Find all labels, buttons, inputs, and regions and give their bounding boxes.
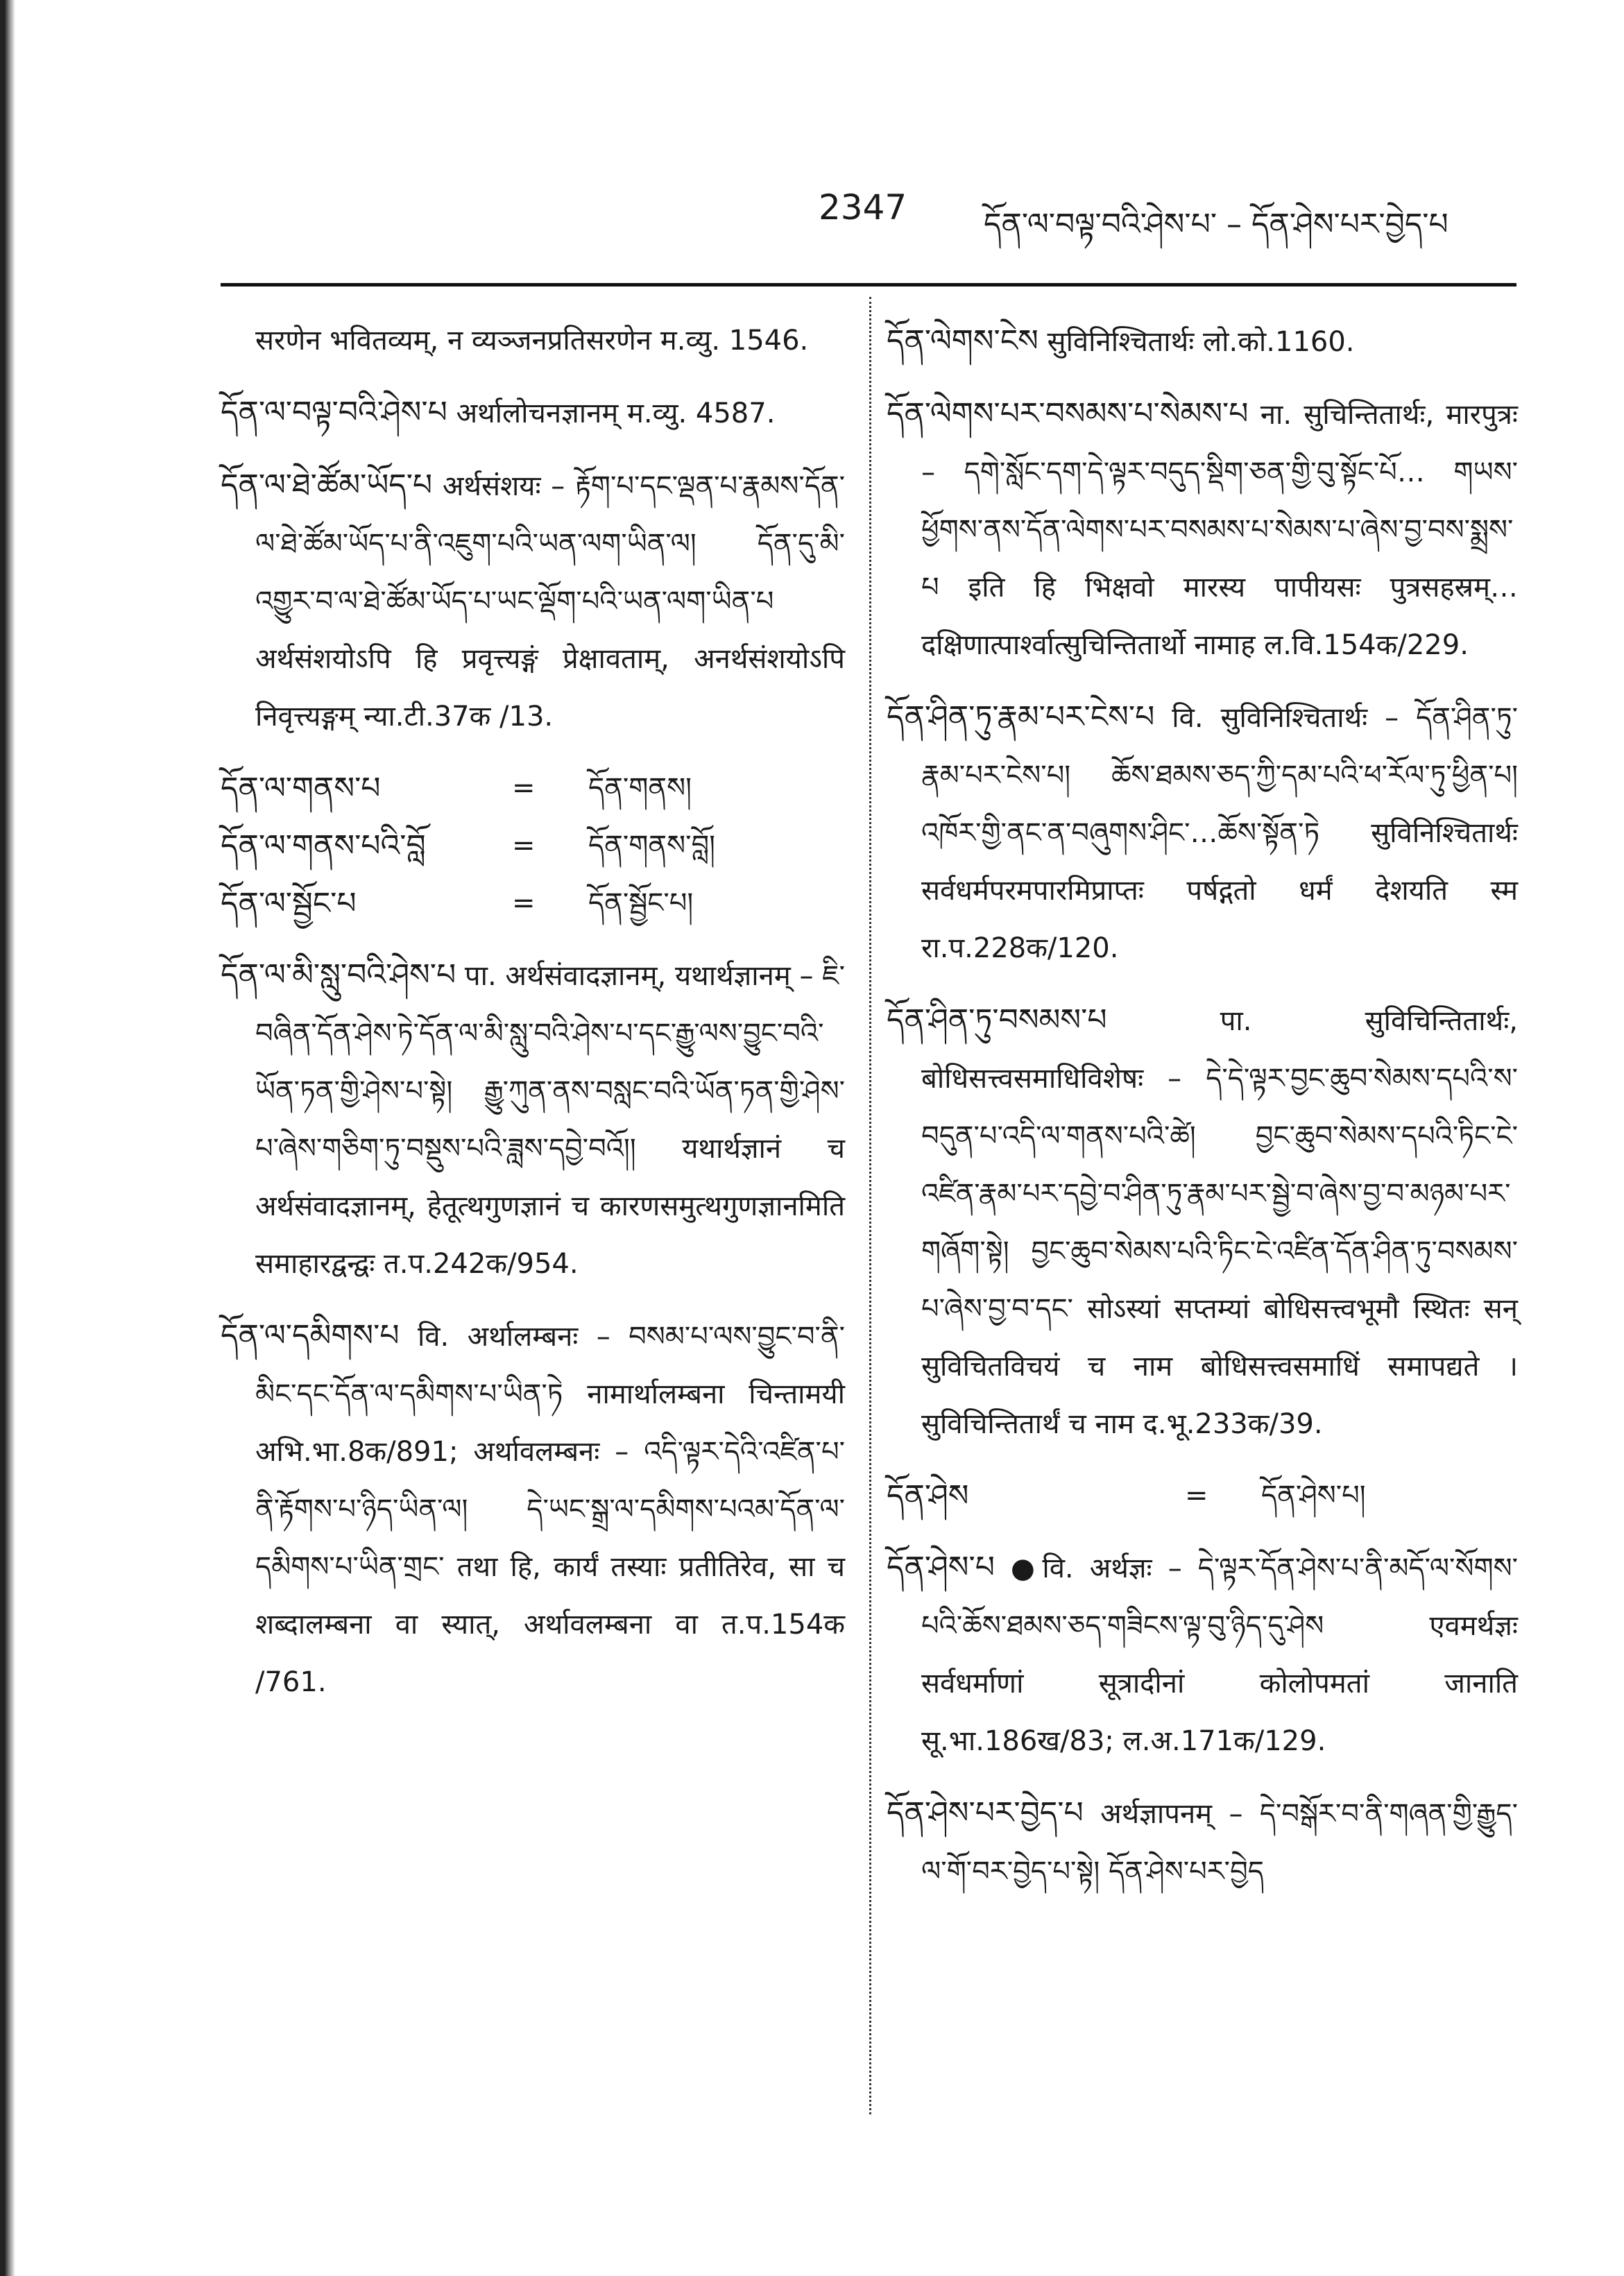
cross-reference	[221, 760, 845, 817]
entry-headword: དོན་ཤིན་ཏུ་རྣམ་པར་ངེས་པ	[887, 699, 1155, 735]
xref-target: དོན་སྦྱོང་པ།	[588, 887, 694, 919]
entry-headword: དོན་ལེགས་ངེས	[887, 323, 1038, 359]
entry-text: अर्थालोचनज्ञानम् म.व्यु. 4587.	[456, 397, 776, 429]
dictionary-entry	[887, 1784, 1518, 1901]
xref-target: དོན་གནས།	[588, 772, 692, 804]
entry-headword: དོན་ལ་ཐེ་ཚོམ་ཡོད་པ	[221, 468, 433, 503]
xref-equals: =	[1185, 1480, 1208, 1512]
dictionary-entry	[887, 312, 1518, 371]
book-binding-edge	[0, 0, 15, 2276]
dictionary-entry	[221, 456, 845, 746]
cross-reference	[221, 817, 845, 875]
entry-text: अर्थज्ञापनम् – དེ་བསྒོར་བ་ནི་གཞན་གྱི་རྒྱུད་ལ་གོ་བར་བྱེད་པ་སྟེ། དོན་ཤེས་པར་བྱེད	[921, 1798, 1518, 1888]
dictionary-entry	[887, 991, 1518, 1453]
cross-reference	[887, 1467, 1518, 1525]
column-divider	[869, 297, 871, 2114]
xref-headword: དོན་ལ་གནས་པ	[221, 771, 381, 806]
dictionary-entry	[887, 1539, 1518, 1770]
xref-target: དོན་གནས་བློ།	[588, 830, 715, 862]
entry-headword: དོན་ལ་དམིགས་པ	[221, 1318, 400, 1353]
dictionary-entry	[221, 946, 845, 1293]
entry-headword: དོན་ཤེས་པར་བྱེད་པ	[887, 1795, 1084, 1831]
entry-headword: དོན་ལེགས་པར་བསམས་པ་སེམས་པ	[887, 396, 1249, 431]
dictionary-entry	[887, 688, 1518, 977]
entry-text: पा. सुविचिन्तितार्थः, बोधिसत्त्वसमाधिविशेषः – དེ་དེ་ལྟར་བྱང་ཆུབ་སེམས་དཔའི་ས་བདུན་པ་འདི་ལ་གནས་པའི་ཚེ། བྱང་ཆུབ་སེམས་དཔའི་ཏིང་ངེ་འཛིན་རྣམ་པར་དབྱེ་བ་ཤིན་ཏུ་རྣམ་པར་སྦྱེ་བ་ཞེས་བྱ་བ་མཉམ་པར་གཞོག་སྟེ། བྱང་ཆུབ་སེམས་པའི་ཏིང་ངེ་འཛིན་དོན་ཤིན་ཏུ་བསམས་པ་ཞེས་བྱ་བ་དང་ सोऽस्यां सप्तम्यां बोधिसत्त्वभूमौ स्थितः सन् सुविचितविचयं च नाम बोधिसत्त्वसमाधिं समापद्यते । सुविचिन्तितार्थं च नाम द.भू.233क/39.	[921, 1005, 1518, 1440]
xref-target: དོན་ཤེས་པ།	[1261, 1480, 1366, 1512]
right-column	[887, 312, 1518, 1915]
dictionary-entry	[221, 384, 845, 443]
continuation-text: सरणेन भवितव्यम्, न व्यञ्जनप्रतिसरणेन म.व्यु. 1546.	[255, 325, 809, 357]
page-number: 2347	[819, 187, 907, 228]
xref-equals: =	[512, 887, 536, 919]
running-head: དོན་ལ་བལྟ་བའི་ཤེས་པ་ – དོན་ཤེས་པར་བྱེད་པ	[984, 207, 1448, 242]
xref-headword: དོན་ཤེས	[887, 1478, 969, 1514]
dictionary-entry	[221, 1307, 845, 1711]
page-header	[819, 187, 1512, 243]
entry-headword: དོན་ཤིན་ཏུ་བསམས་པ	[887, 1002, 1107, 1038]
dictionary-entry	[887, 385, 1518, 674]
xref-equals: =	[512, 772, 536, 804]
entry-headword: དོན་ཤེས་པ	[887, 1550, 995, 1585]
entry-text: ●वि. अर्थज्ञः – དེ་ལྟར་དོན་ཤེས་པ་ནི་མདོ་ལ་སོགས་པའི་ཆོས་ཐམས་ཅད་གཟིངས་ལྟ་བུ་ཉིད་དུ་ཤེས एवमर्थज्ञः सर्वधर्माणां सूत्रादीनां कोलोपमतां जानाति सू.भा.186ख/83; ल.अ.171क/129.	[921, 1552, 1518, 1757]
entry-text: सुविनिश्चितार्थः लो.को.1160.	[1047, 326, 1355, 358]
xref-headword: དོན་ལ་སྦྱོང་པ	[221, 886, 357, 921]
left-column	[221, 312, 845, 1725]
entry-text: वि. अर्थालम्बनः – བསམ་པ་ལས་བྱུང་བ་ནི་མིང་དང་དོན་ལ་དམིགས་པ་ཡིན་ཏེ नामार्थालम्बना चिन्तामयी अभि.भा.8क/891; अर्थावलम्बनः – འདི་ལྟར་དེའི་འཛིན་པ་ནི་རྟོགས་པ་ཉིད་ཡིན་ལ། དེ་ཡང་སྒྲ་ལ་དམིགས་པའམ་དོན་ལ་དམིགས་པ་ཡིན་གྲང་ तथा हि, कार्यं तस्याः प्रतीतिरेव, सा च शब्दालम्बना वा स्यात्, अर्थावलम्बना वा त.प.154क /761.	[255, 1321, 845, 1698]
entry-headword: དོན་ལ་བལྟ་བའི་ཤེས་པ	[221, 395, 447, 430]
xref-headword: དོན་ལ་གནས་པའི་བློ	[221, 828, 426, 864]
cross-reference	[221, 875, 845, 932]
entry-text: वि. सुविनिश्चितार्थः – དོན་ཤིན་ཏུ་རྣམ་པར་ངེས་པ། ཆོས་ཐམས་ཅད་ཀྱི་དམ་པའི་ཕ་རོལ་ཏུ་ཕྱིན་པ། འཁོར་གྱི་ནང་ན་བཞུགས་ཤིང་…ཆོས་སྟོན་ཏེ सुविनिश्चितार्थः सर्वधर्मपरमपारमिप्राप्तः पर्षद्गतो धर्मं देशयति स्म रा.प.228क/120.	[921, 702, 1519, 964]
entry-headword: དོན་ལ་མི་སླུ་བའི་ཤེས་པ	[221, 957, 456, 993]
entry-text: अर्थसंशयः – རྟོག་པ་དང་ལྡན་པ་རྣམས་དོན་ལ་ཐེ་ཚོམ་ཡོད་པ་ནི་འཇུག་པའི་ཡན་ལག་ཡིན་ལ། དོན་དུ་མི་འགྱུར་བ་ལ་ཐེ་ཚོམ་ཡོད་པ་ཡང་ལྡོག་པའི་ཡན་ལག་ཡིན་པ अर्थसंशयोऽपि हि प्रवृत्त्यङ्गं प्रेक्षावताम्, अनर्थसंशयोऽपि निवृत्त्यङ्गम् न्या.टी.37क /13.	[255, 470, 845, 733]
xref-equals: =	[512, 830, 536, 862]
header-rule	[221, 283, 1516, 286]
entry-text: पा. अर्थसंवादज्ञानम्, यथार्थज्ञानम् – ཇི་བཞིན་དོན་ཤེས་ཏེ་དོན་ལ་མི་སླུ་བའི་ཤེས་པ་དང་རྒྱུ་ལས་བྱུང་བའི་ཡོན་ཏན་གྱི་ཤེས་པ་སྟེ། རྒྱུ་ཀུན་ནས་བསླང་བའི་ཡོན་ཏན་གྱི་ཤེས་པ་ཞེས་གཅིག་ཏུ་བསྡུས་པའི་ཟླས་དབྱེ་བའོ།། यथार्थज्ञानं च अर्थसंवादज्ञानम्, हेतूत्थगुणज्ञानं च कारणसमुत्थगुणज्ञानमिति समाहारद्वन्द्वः त.प.242क/954.	[255, 960, 846, 1280]
entry-text: ना. सुचिन्तितार्थः, मारपुत्रः – དགེ་སློང་དག་དེ་ལྟར་བདུད་སྡིག་ཅན་གྱི་བུ་སྟོང་པོ… གཡས་ཕྱོགས་ནས་དོན་ལེགས་པར་བསམས་པ་སེམས་པ་ཞེས་བྱ་བས་སྨྲས་པ इति हि भिक्षवो मारस्य पापीयसः पुत्रसहस्रम्…दक्षिणात्पार्श्वात्सुचिन्तितार्थो नामाह ल.वि.154क/229.	[921, 399, 1518, 661]
